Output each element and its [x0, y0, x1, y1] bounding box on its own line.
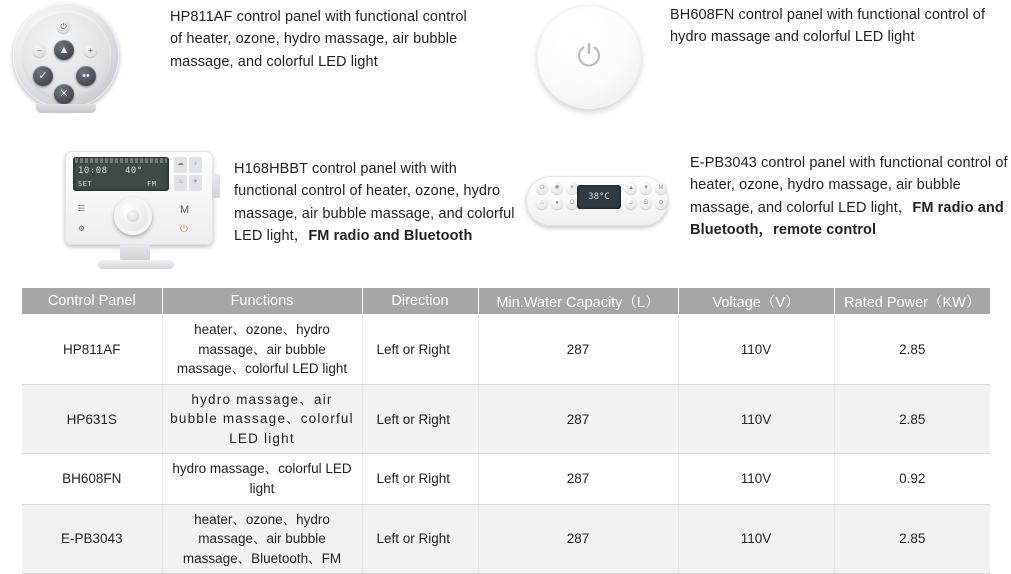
h168hbbt-description	[234, 158, 520, 248]
mode-icon[interactable]: M	[655, 182, 667, 194]
h168hbbt-m-button[interactable]: M	[180, 204, 190, 216]
epb3043-panel-image	[526, 170, 674, 234]
cell-functions: hydro massage、colorful LED light	[162, 454, 362, 504]
dots-icon[interactable]: ••	[76, 66, 96, 86]
product-card-epb3043	[520, 148, 1011, 242]
cell-functions: heater、ozone、hydro massage、air bubble massage、Bluetooth、FM	[162, 504, 362, 574]
check-icon[interactable]: ✓	[33, 66, 53, 86]
epb3043-description-text: E-PB3043 control panel with functional control of heater, ozone, hydro massage, air bubble massage, and colorful LED light，	[690, 155, 1008, 216]
heat-icon[interactable]: ♨	[174, 175, 187, 191]
lcd-label-left: SET	[78, 180, 93, 188]
table-header-control-panel: Control Panel	[22, 288, 162, 315]
h168hbbt-description-emphasis: FM radio and Bluetooth	[308, 228, 473, 245]
bt-icon[interactable]: B	[640, 197, 652, 209]
bluetooth-icon[interactable]: ☁	[174, 157, 187, 173]
table-header-voltage: Voltage（V）	[678, 288, 834, 315]
h168hbbt-side-stub	[212, 174, 220, 198]
epb3043-left-keypad	[536, 182, 578, 209]
set-icon[interactable]: ⚙	[655, 197, 667, 209]
bh608fn-disc	[537, 5, 641, 109]
epb3043-description	[690, 152, 1010, 242]
h168hbbt-foot	[98, 260, 174, 269]
specification-table	[22, 288, 990, 574]
set-icon[interactable]: ⚙	[78, 224, 86, 233]
cell-direction: Left or Right	[362, 315, 478, 385]
cell-capacity: 287	[478, 384, 678, 454]
cell-rated-power: 0.92	[834, 454, 990, 504]
cell-rated-power: 2.85	[834, 384, 990, 454]
power-icon[interactable]: ⏻	[577, 40, 601, 73]
heat-icon[interactable]: ♨	[536, 197, 548, 209]
hp811af-description: HP811AF control panel with functional control of heater, ozone, hydro massage, air bubble massage, and colorful LED light	[170, 9, 467, 70]
epb3043-description-emphasis-2: remote control	[773, 222, 877, 239]
cell-voltage: 110V	[678, 384, 834, 454]
cell-voltage: 110V	[678, 454, 834, 504]
h168hbbt-lcd-screen	[73, 157, 169, 191]
cell-functions: heater、ozone、hydro massage、air bubble massage、colorful LED light	[162, 315, 362, 385]
product-card-h168hbbt	[0, 148, 520, 272]
table-header-functions: Functions	[162, 288, 362, 315]
h168hbbt-stand	[120, 245, 150, 261]
h168hbbt-panel-image	[62, 148, 222, 272]
cell-voltage: 110V	[678, 315, 834, 385]
power-icon[interactable]: ⏻	[180, 224, 188, 235]
cell-capacity: 287	[478, 315, 678, 385]
close-icon[interactable]: ✕	[54, 84, 74, 104]
plus-icon[interactable]: +	[84, 44, 97, 57]
up-icon[interactable]: ▲	[54, 40, 74, 60]
table-header-row	[22, 288, 990, 315]
cell-functions: hydro massage、air bubble massage、colorful LED light	[162, 384, 362, 454]
epb3043-right-keypad	[625, 182, 667, 209]
product-row-top	[0, 0, 1011, 115]
power-icon[interactable]: ⏻	[536, 182, 548, 194]
h168hbbt-description-text: H168HBBT control panel with with functional control of heater, ozone, hydro massage, air bubble massage, and colorful LED light，	[234, 161, 515, 245]
product-card-bh608fn	[520, 0, 1011, 115]
lcd-time: 10:08	[78, 166, 108, 176]
epb3043-lcd-screen: 38°C	[577, 185, 621, 209]
product-card-hp811af	[0, 0, 520, 115]
cell-control-panel: BH608FN	[22, 454, 162, 504]
light-icon[interactable]: ☀	[566, 182, 578, 194]
cell-control-panel: HP631S	[22, 384, 162, 454]
lcd-temp: 40°	[125, 166, 143, 176]
mode-icon[interactable]: ☰	[78, 204, 86, 213]
cell-rated-power: 2.85	[834, 315, 990, 385]
bh608fn-panel-image	[532, 0, 652, 115]
cell-direction: Left or Right	[362, 384, 478, 454]
epb3043-description-emphasis-1: FM radio and Bluetooth，	[690, 199, 1004, 239]
cell-direction: Left or Right	[362, 504, 478, 574]
up-icon[interactable]: ▲	[625, 182, 637, 194]
music-icon[interactable]: ♪	[189, 157, 202, 173]
ozone-icon[interactable]: O	[566, 197, 578, 209]
bh608fn-description: BH608FN control panel with functional control of hydro massage and colorful LED light	[670, 7, 986, 46]
cell-voltage: 110V	[678, 504, 834, 574]
table-row	[22, 384, 990, 454]
cell-rated-power: 2.85	[834, 504, 990, 574]
hp811af-base	[36, 104, 96, 113]
lcd-icon-strip	[75, 158, 167, 163]
table-header-capacity: Min.Water Capacity（L）	[478, 288, 678, 315]
radio-icon[interactable]: ♫	[625, 197, 637, 209]
minus-icon[interactable]: –	[33, 44, 46, 57]
table-header-direction: Direction	[362, 288, 478, 315]
bubble-icon[interactable]: ●	[551, 197, 563, 209]
table-row	[22, 454, 990, 504]
cell-capacity: 287	[478, 504, 678, 574]
table-row	[22, 504, 990, 574]
table-row	[22, 315, 990, 385]
h168hbbt-rotary-knob[interactable]	[114, 197, 152, 235]
product-row-bottom	[0, 148, 1011, 272]
light-icon[interactable]: ☀	[189, 175, 202, 191]
down-icon[interactable]: ▼	[640, 182, 652, 194]
table-header-rated-power: Rated Power（KW）	[834, 288, 990, 315]
cell-capacity: 287	[478, 454, 678, 504]
h168hbbt-side-icon-grid	[174, 157, 202, 191]
jet-icon[interactable]: ✺	[551, 182, 563, 194]
cell-direction: Left or Right	[362, 454, 478, 504]
hp811af-panel-image	[0, 0, 160, 115]
power-icon[interactable]: ⏻	[57, 20, 70, 33]
cell-control-panel: HP811AF	[22, 315, 162, 385]
lcd-label-right: FM	[147, 180, 157, 188]
cell-control-panel: E-PB3043	[22, 504, 162, 574]
